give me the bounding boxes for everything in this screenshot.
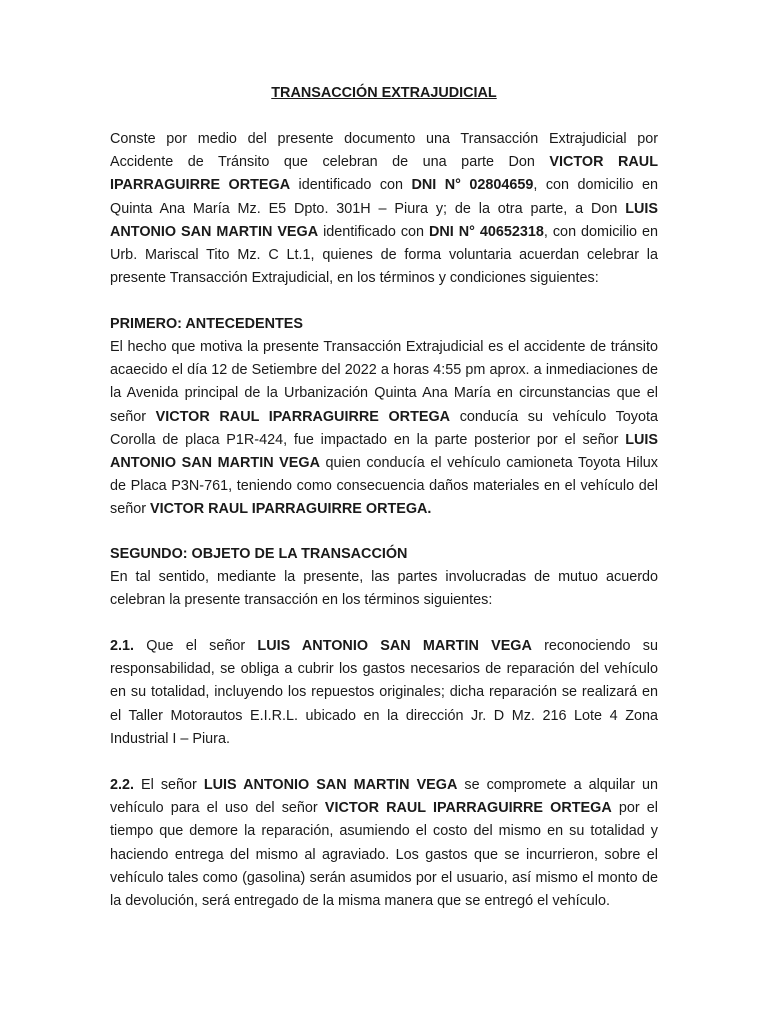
clause-2-1-text-1: Que el señor [134, 638, 258, 654]
primero-bold-1: VICTOR RAUL IPARRAGUIRRE ORTEGA [155, 408, 451, 425]
intro-text-3: , con domicilio en Quinta Ana María Mz. E5 Dpto. 301H – Piura y; de la otra parte, a Don [110, 177, 658, 217]
clause-2-1-number: 2.1. [110, 638, 135, 654]
clause-2-1-text-2: reconociendo su responsabilidad, se obliga a cubrir los gastos necesarios de reparación del vehículo en su totalidad, incluyendo los repuestos originales; dicha reparación se realizará en el Taller Motorautos E.I.R.L. ubicado en la dirección Jr. D Mz. 216 Lote 4 Zona Industrial I – Piura. [110, 638, 658, 747]
primero-text-1: El hecho que motiva la presente Transacción Extrajudicial es el accidente de tránsito acaecido el día 12 de Setiembre del 2022 a horas 4:55 pm aprox. a inmediaciones de la Avenida principal de la Urbanización Quinta Ana María en circunstancias que el señor [110, 339, 658, 425]
clause-2-1-bold-1: LUIS ANTONIO SAN MARTIN VEGA [257, 638, 532, 654]
clause-2-2-text-1: El señor [134, 777, 204, 793]
clause-2-2-number: 2.2. [110, 777, 135, 793]
clause-2-2-bold-1: LUIS ANTONIO SAN MARTIN VEGA [203, 777, 458, 793]
document-title: TRANSACCIÓN EXTRAJUDICIAL [271, 85, 497, 101]
segundo-paragraph: En tal sentido, mediante la presente, las partes involucradas de mutuo acuerdo celebran la presente transacción en los términos siguientes: [110, 569, 658, 609]
party-2-dni: DNI N° 40652318 [429, 223, 544, 240]
primero-paragraph [110, 336, 658, 522]
primero-text-2: conducía su vehículo Toyota Corolla de placa P1R-424, fue impactado en la parte posterior por el señor [110, 408, 658, 448]
primero-bold-3: VICTOR RAUL IPARRAGUIRRE ORTEGA. [150, 501, 432, 518]
party-2-name: LUIS ANTONIO SAN MARTIN VEGA [110, 200, 658, 240]
intro-text-1: Conste por medio del presente documento una Transacción Extrajudicial por Accidente de Tránsito que celebran de una parte Don [110, 131, 658, 171]
intro-text-4: identificado con [318, 223, 430, 240]
section-heading-primero: PRIMERO: ANTECEDENTES [110, 316, 303, 332]
party-1-name: VICTOR RAUL IPARRAGUIRRE ORTEGA [110, 154, 658, 194]
primero-text-3: quien conducía el vehículo camioneta Toyota Hilux de Placa P3N-761, teniendo como consecuencia daños materiales en el vehículo del señor [110, 455, 658, 518]
clause-2-2-paragraph [110, 774, 658, 913]
clause-2-1-paragraph [110, 635, 658, 751]
intro-paragraph [110, 128, 658, 290]
clause-2-2-bold-2: VICTOR RAUL IPARRAGUIRRE ORTEGA [324, 800, 612, 817]
section-heading-segundo: SEGUNDO: OBJETO DE LA TRANSACCIÓN [110, 546, 408, 562]
clause-2-2-text-3: por el tiempo que demore la reparación, asumiendo el costo del mismo en su totalidad y haciendo entrega del mismo al agraviado. Los gastos que se incurrieron, sobre el vehículo tales como (gasolina) serán asumidos por el usuario, así mismo el monto de la devolución, será entregado de la misma manera que se entregó el vehículo. [110, 800, 658, 910]
primero-bold-2: LUIS ANTONIO SAN MARTIN VEGA [110, 431, 658, 472]
intro-text-2: identificado con [290, 177, 412, 194]
clause-2-2-text-2: se compromete a alquilar un vehículo para el uso del señor [110, 777, 658, 817]
intro-text-5: , con domicilio en Urb. Mariscal Tito Mz. C Lt.1, quienes de forma voluntaria acuerdan celebrar la presente Transacción Extrajudicial, en los términos y condiciones siguientes: [110, 223, 658, 287]
party-1-dni: DNI N° 02804659 [411, 177, 534, 194]
